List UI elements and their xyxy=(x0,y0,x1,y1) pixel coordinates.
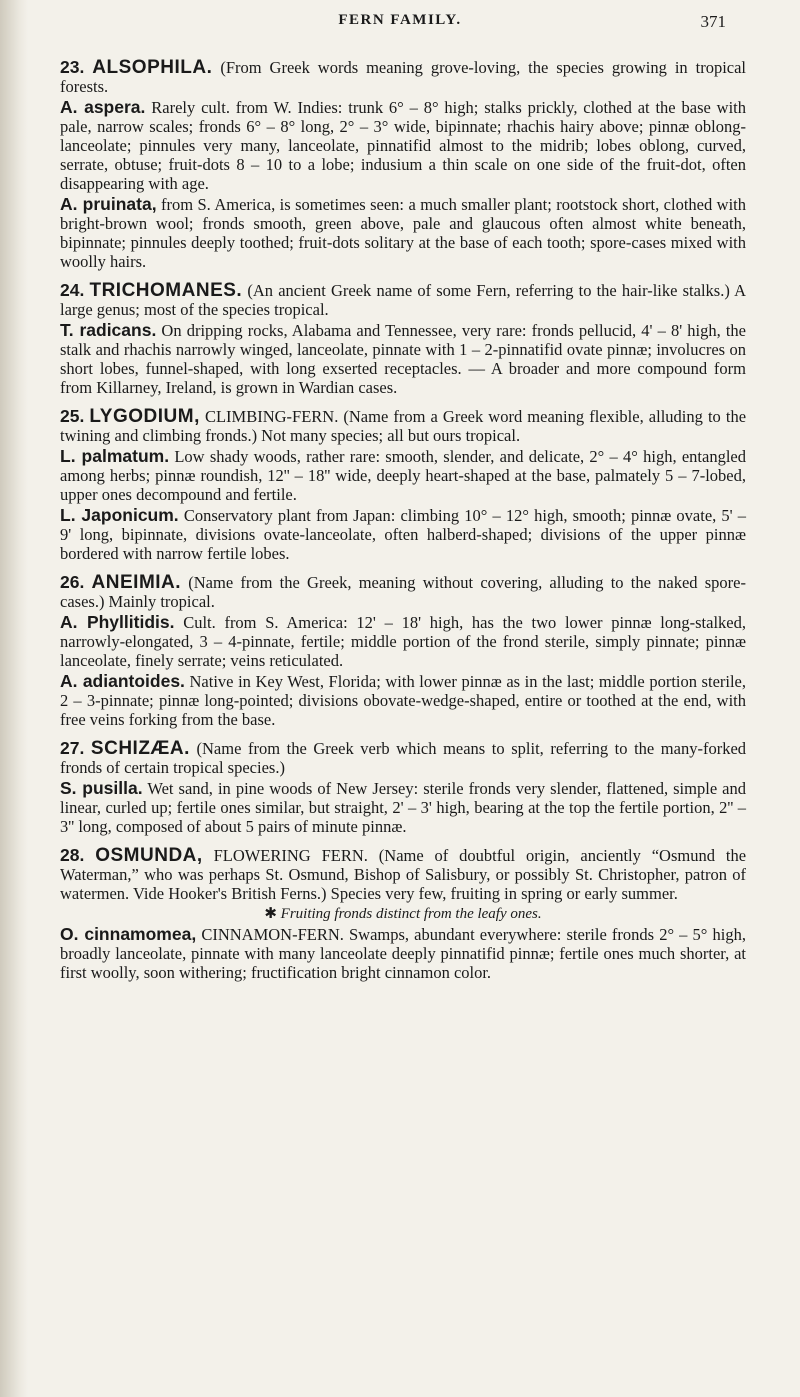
genus-heading xyxy=(60,739,746,777)
species-description: Wet sand, in pine woods of New Jersey: sterile fronds very slender, flattened, simple and linear, curled up; fertile ones similar, but straight, 2' – 3' high, bearing at the top the fertile portion, 2'' – 3'' long, composed of about 5 pairs of minute pinnæ. xyxy=(60,779,746,836)
species-description: Conservatory plant from Japan: climbing 10° – 12° high, smooth; pinnæ ovate, 5' – 9' long, bipinnate, divisions ovate-lanceolate, often halberd-shaped; divisions of the upper pinnæ bordered with narrow fertile lobes. xyxy=(60,506,747,563)
genus-entry-schizaea xyxy=(60,739,746,836)
genus-entry-alsophila xyxy=(60,58,746,271)
species-entry xyxy=(60,447,746,504)
species-description: Rarely cult. from W. Indies: trunk 6° – 8° high; stalks prickly, clothed at the base with pale, narrow scales; fronds 6° – 8° long, 2° – 3° wide, bipinnate; rhachis hairy above; pinnæ oblong-lanceolate; pinnules very many, lanceolate, pinnatifid almost to the midrib; lobes oblong, curved, serrate, obtuse; fruit-dots 8 – 10 to a lobe; indusium a thin scale on one side of the fruit-dot, often disappearing with age. xyxy=(60,98,746,193)
section-note xyxy=(60,905,746,923)
species-description: Cult. from S. America: 12' – 18' high, has the two lower pinnæ long-stalked, narrowly-elongated, 3 – 4-pinnate, fertile; middle portion of the frond sterile, simply pinnate; pinnæ lanceolate, finely serrate; veins reticulated. xyxy=(60,613,746,670)
genus-number: 25. xyxy=(60,406,85,426)
species-entry xyxy=(60,98,746,193)
species-name: A. Phyllitidis. xyxy=(60,612,175,632)
genus-description: (Name from the Greek verb which means to split, referring to the many-forked fronds of certain tropical species.) xyxy=(60,739,747,777)
species-name: T. radicans. xyxy=(60,320,157,340)
genus-name: TRICHOMANES. xyxy=(89,280,243,301)
species-description: On dripping rocks, Alabama and Tennessee, very rare: fronds pellucid, 4' – 8' high, the stalk and rhachis narrowly winged, lanceolate, pinnate with 1 – 2-pinnatifid ovate pinnæ; involucres on short lobes, funnel-shaped, with long exserted receptacles. — A broader and more compound form from Killarney, Ireland, is grown in Wardian cases. xyxy=(60,321,746,397)
species-entry xyxy=(60,672,746,729)
species-name: A. pruinata, xyxy=(60,194,157,214)
species-entry xyxy=(60,195,746,271)
species-entry xyxy=(60,613,746,670)
page-number: 371 xyxy=(700,12,726,31)
genus-heading xyxy=(60,281,746,319)
genus-name: ANEIMIA. xyxy=(91,572,182,593)
genus-name: OSMUNDA, xyxy=(95,845,203,866)
genus-entry-aneimia xyxy=(60,573,746,729)
species-name: L. palmatum. xyxy=(60,446,170,466)
species-name: A. adiantoides. xyxy=(60,671,185,691)
genus-heading xyxy=(60,846,746,903)
species-name: A. aspera. xyxy=(60,97,146,117)
genus-number: 28. xyxy=(60,845,85,865)
page-content xyxy=(60,58,746,992)
genus-entry-trichomanes xyxy=(60,281,746,397)
genus-entry-osmunda xyxy=(60,846,746,982)
species-description: CINNAMON-FERN. Swamps, abundant everywhere: sterile fronds 2° – 5° high, broadly lanceolate, pinnate with many lanceolate deeply pinnatifid pinnæ; fertile ones much shorter, at first woolly, soon withering; fructification bright cinnamon color. xyxy=(60,925,746,982)
running-head: FERN FAMILY. xyxy=(338,12,462,28)
genus-number: 23. xyxy=(60,57,85,77)
genus-number: 26. xyxy=(60,572,85,592)
section-note-text: Fruiting fronds distinct from the leafy ones. xyxy=(280,906,542,922)
species-name: L. Japonicum. xyxy=(60,505,179,525)
asterisk-icon: ✱ xyxy=(264,906,277,922)
species-description: Native in Key West, Florida; with lower pinnæ as in the last; middle portion sterile, 2 – 3-pinnate; pinnæ long-pointed; divisions obovate-wedge-shaped, entire or toothed at the end, with free veins forking from the base. xyxy=(60,672,747,729)
species-description: Low shady woods, rather rare: smooth, slender, and delicate, 2° – 4° high, entangled among herbs; pinnæ roundish, 12'' – 18'' wide, deeply heart-shaped at the base, palmately 5 – 7-lobed, upper ones decompound and fertile. xyxy=(60,447,747,504)
genus-heading xyxy=(60,58,746,96)
genus-heading xyxy=(60,407,746,445)
page-header xyxy=(0,12,800,42)
genus-heading xyxy=(60,573,746,611)
genus-description: (Name from the Greek, meaning without covering, alluding to the naked spore-cases.) Mainly tropical. xyxy=(60,573,746,611)
genus-description: (An ancient Greek name of some Fern, referring to the hair-like stalks.) A large genus; most of the species tropical. xyxy=(60,281,746,319)
page-gutter-shadow xyxy=(0,0,28,1397)
species-description: from S. America, is sometimes seen: a much smaller plant; rootstock short, clothed with bright-brown wool; fronds smooth, green above, pale and glaucous often almost white beneath, bipinnate; pinnules deeply toothed; fruit-dots solitary at the base of each tooth; spore-cases mixed with woolly hairs. xyxy=(60,195,746,271)
species-entry xyxy=(60,779,746,836)
genus-number: 27. xyxy=(60,738,85,758)
species-entry xyxy=(60,321,746,397)
species-name: O. cinnamomea, xyxy=(60,924,197,944)
genus-name: LYGODIUM, xyxy=(89,406,200,427)
species-name: S. pusilla. xyxy=(60,778,143,798)
genus-description: (From Greek words meaning grove-loving, the species growing in tropical forests. xyxy=(60,58,747,96)
species-entry xyxy=(60,506,746,563)
genus-description: FLOWERING FERN. (Name of doubtful origin, anciently “Osmund the Waterman,” who was perhaps St. Osmund, Bishop of Salisbury, or possibly St. Christopher, patron of watermen. Vide Hooker's British Ferns.) Species very few, fruiting in spring or early summer. xyxy=(60,846,747,903)
genus-description: CLIMBING-FERN. (Name from a Greek word meaning flexible, alluding to the twining and climbing fronds.) Not many species; all but ours tropical. xyxy=(60,407,747,445)
genus-entry-lygodium xyxy=(60,407,746,563)
species-entry xyxy=(60,925,746,982)
genus-number: 24. xyxy=(60,280,85,300)
genus-name: SCHIZÆA. xyxy=(90,738,190,759)
genus-name: ALSOPHILA. xyxy=(92,57,213,78)
